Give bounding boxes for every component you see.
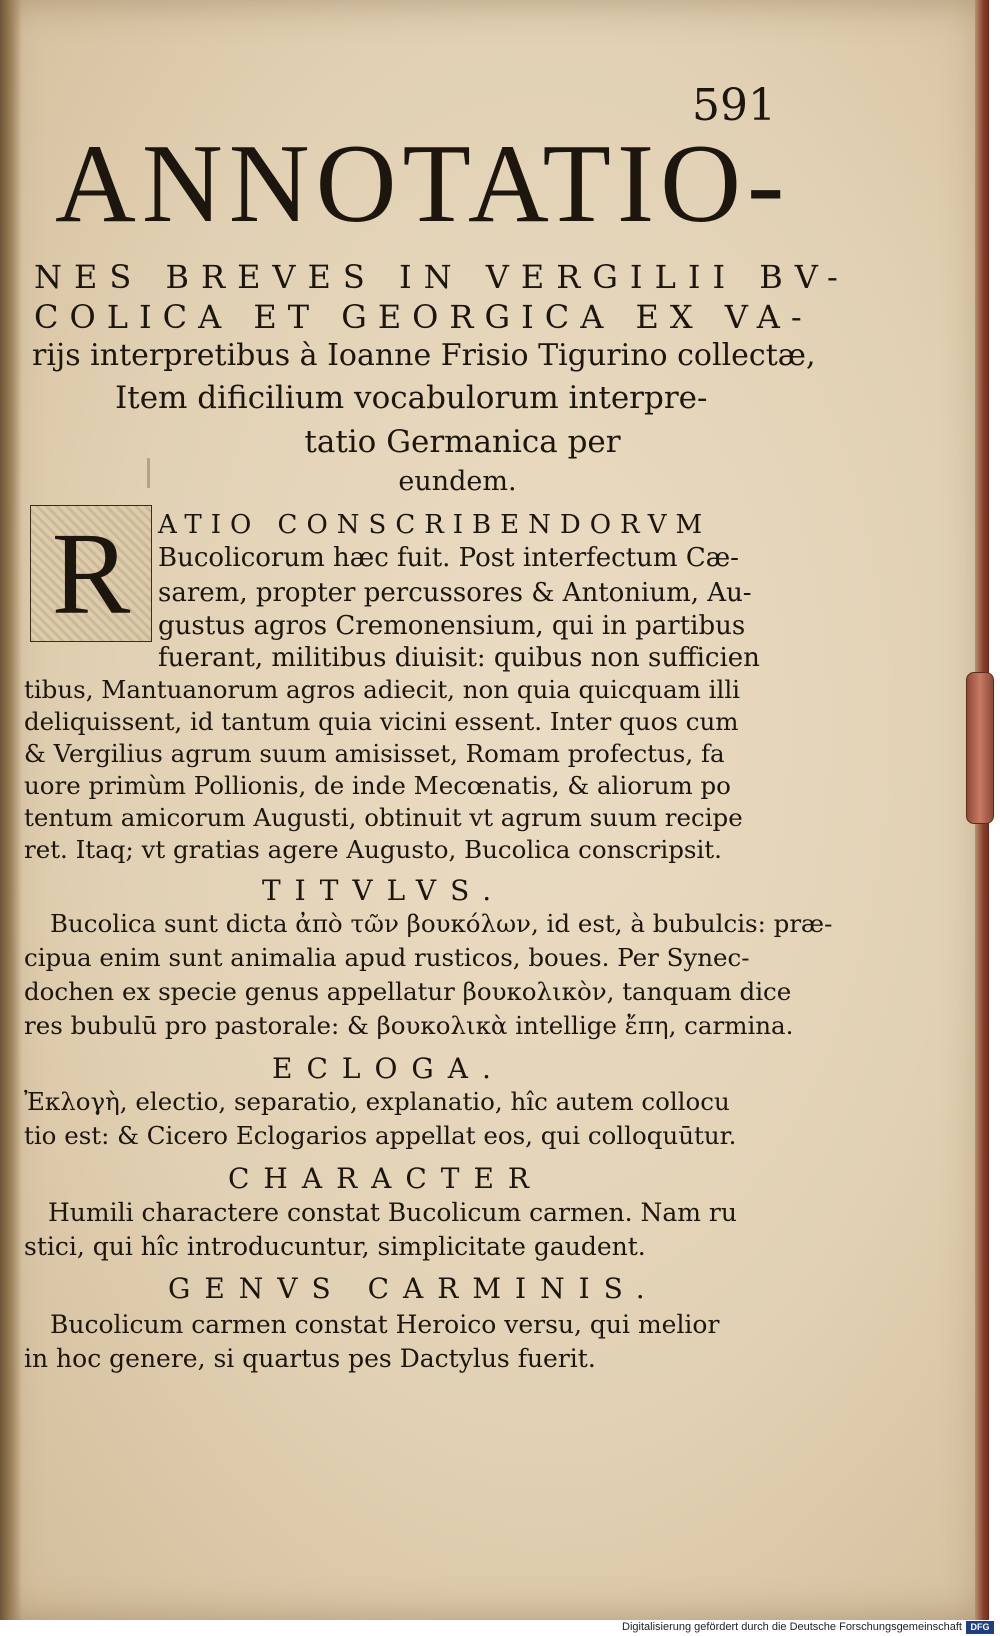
paragraph1-line: tentum amicorum Augusti, obtinuit vt agrum suum recipe [24,803,743,832]
paragraph1-line: uore primùm Pollionis, de inde Mecœnatis, & aliorum po [24,771,731,800]
footer-credit: Digitalisierung gefördert durch die Deutsche Forschungsgemeinschaft [622,1621,962,1633]
heading-ecloga: ECLOGA. [272,1052,505,1085]
subtitle-line-1: NES BREVES IN VERGILII BV- [34,258,850,296]
paragraph1-line: deliquissent, id tantum quia vicini essent. Inter quos cum [24,707,739,736]
genus-line: Bucolicum carmen constat Heroico versu, qui melior [50,1310,720,1339]
paragraph1-line: Bucolicorum hæc fuit. Post interfectum Cæ- [158,543,739,573]
titulus-line: Bucolica sunt dicta ἀπὸ τῶν βουκόλων, id est, à bubulcis: præ- [50,909,833,938]
subtitle-line-2: COLICA ET GEORGICA EX VA- [34,298,813,336]
paragraph1-line: gustus agros Cremonensium, qui in partibus [158,611,746,641]
paragraph1-line: & Vergilius agrum suum amisisset, Romam profectus, fa [24,739,725,768]
character-line: Humili charactere constat Bucolicum carmen. Nam ru [48,1198,737,1227]
subtitle-line-3: rijs interpretibus à Ioanne Frisio Tigurino collectæ, [32,338,816,373]
page-title: ANNOTATIO- [55,122,791,246]
page-gutter [0,0,22,1620]
ecloga-line: Ἐκλογὴ, electio, separatio, explanatio, hîc autem collocu [24,1087,730,1116]
paragraph1-line: sarem, propter percussores & Antonium, Au- [158,578,752,608]
paragraph1-line: ret. Itaq; vt gratias agere Augusto, Bucolica conscripsit. [24,835,722,864]
paragraph1-line: tibus, Mantuanorum agros adiecit, non quia quicquam illi [24,675,740,704]
dfg-logo: DFG [966,1621,994,1634]
heading-titulus: TITVLVS. [262,874,506,907]
character-line: stici, qui hîc introducuntur, simplicitate gaudent. [24,1232,646,1261]
ecloga-line: tio est: & Cicero Eclogarios appellat eos, qui colloquūtur. [24,1121,737,1150]
subtitle-line-5: tatio Germanica per [304,424,621,460]
initial-letter: R [51,507,131,639]
heading-character: CHARACTER [228,1162,543,1195]
titulus-line: dochen ex specie genus appellatur βουκολικὸν, tanquam dice [24,977,792,1006]
titulus-line: cipua enim sunt animalia apud rusticos, boues. Per Synec- [24,943,750,972]
subtitle-line-4: Item dificilium vocabulorum interpre- [115,380,708,416]
bookmark-tab [966,672,994,824]
subtitle-line-6: eundem. [398,466,517,497]
genus-line: in hoc genere, si quartus pes Dactylus fuerit. [24,1344,596,1373]
paragraph1-line: fuerant, militibus diuisit: quibus non sufficien [158,643,760,673]
heading-genus: GENVS CARMINIS. [168,1272,659,1305]
decorated-initial [30,505,152,642]
opening-caps: ATIO CONSCRIBENDORVM [158,510,712,540]
page-number: 591 [692,80,776,131]
titulus-line: res bubulū pro pastorale: & βουκολικὰ intellige ἔπη, carmina. [24,1011,794,1040]
